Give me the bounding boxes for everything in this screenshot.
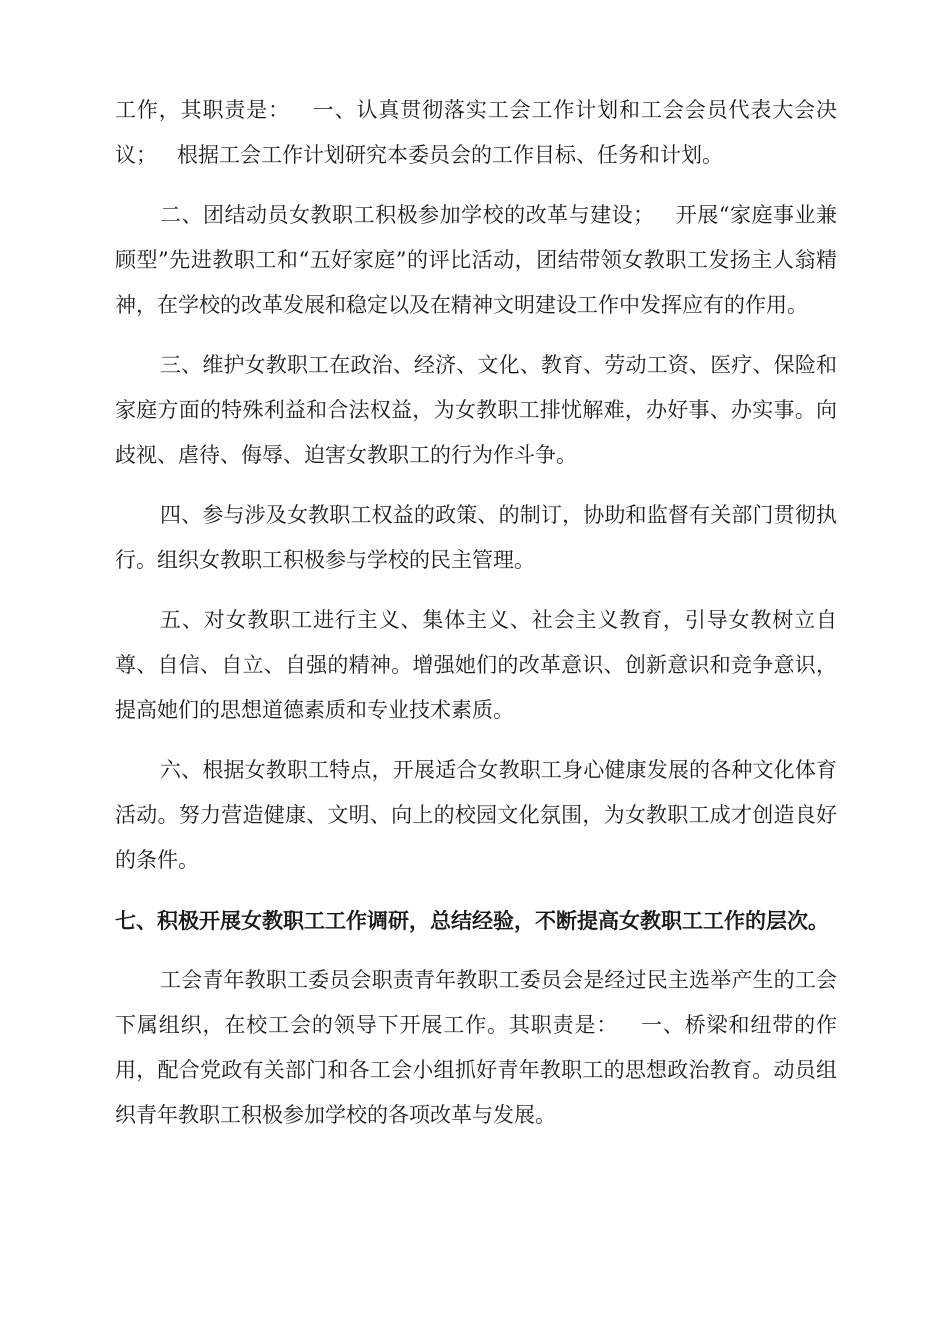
paragraph-item-3: 三、维护女教职工在政治、经济、文化、教育、劳动工资、医疗、保险和家庭方面的特殊利益和合法权益，为女教职工排忧解难，办好事、办实事。向歧视、虐待、侮辱、迫害女教职工的行为作斗争。	[115, 353, 837, 467]
paragraph-item-4: 四、参与涉及女教职工权益的政策、的制订，协助和监督有关部门贯彻执行。组织女教职工积极参与学校的民主管理。	[115, 503, 837, 572]
document-body	[115, 88, 837, 1153]
paragraph-item-6: 六、根据女教职工特点，开展适合女教职工身心健康发展的各种文化体育活动。努力营造健康、文明、向上的校园文化氛围，为女教职工成才创造良好的条件。	[115, 758, 837, 872]
paragraph-duties-intro: 工作，其职责是： 一、认真贯彻落实工会工作计划和工会会员代表大会决议； 根据工会工作计划研究本委员会的工作目标、任务和计划。	[115, 98, 837, 167]
paragraph-item-2: 二、团结动员女教职工积极参加学校的改革与建设； 开展“家庭事业兼顾型”先进教职工和“五好家庭”的评比活动，团结带领女教职工发扬主人翁精神，在学校的改革发展和稳定以及在精神文明建设工作中发挥应有的作用。	[115, 203, 837, 317]
paragraph-youth-committee: 工会青年教职工委员会职责青年教职工委员会是经过民主选举产生的工会下属组织，在校工会的领导下开展工作。其职责是： 一、桥梁和纽带的作用，配合党政有关部门和各工会小组抓好青年教职工的思想政治教育。动员组织青年教职工积极参加学校的各项改革与发展。	[115, 968, 837, 1127]
paragraph-item-7-heading: 七、积极开展女教职工工作调研，总结经验，不断提高女教职工工作的层次。	[115, 908, 829, 933]
paragraph-item-5: 五、对女教职工进行主义、集体主义、社会主义教育，引导女教树立自尊、自信、自立、自强的精神。增强她们的改革意识、创新意识和竞争意识，提高她们的思想道德素质和专业技术素质。	[115, 608, 837, 722]
